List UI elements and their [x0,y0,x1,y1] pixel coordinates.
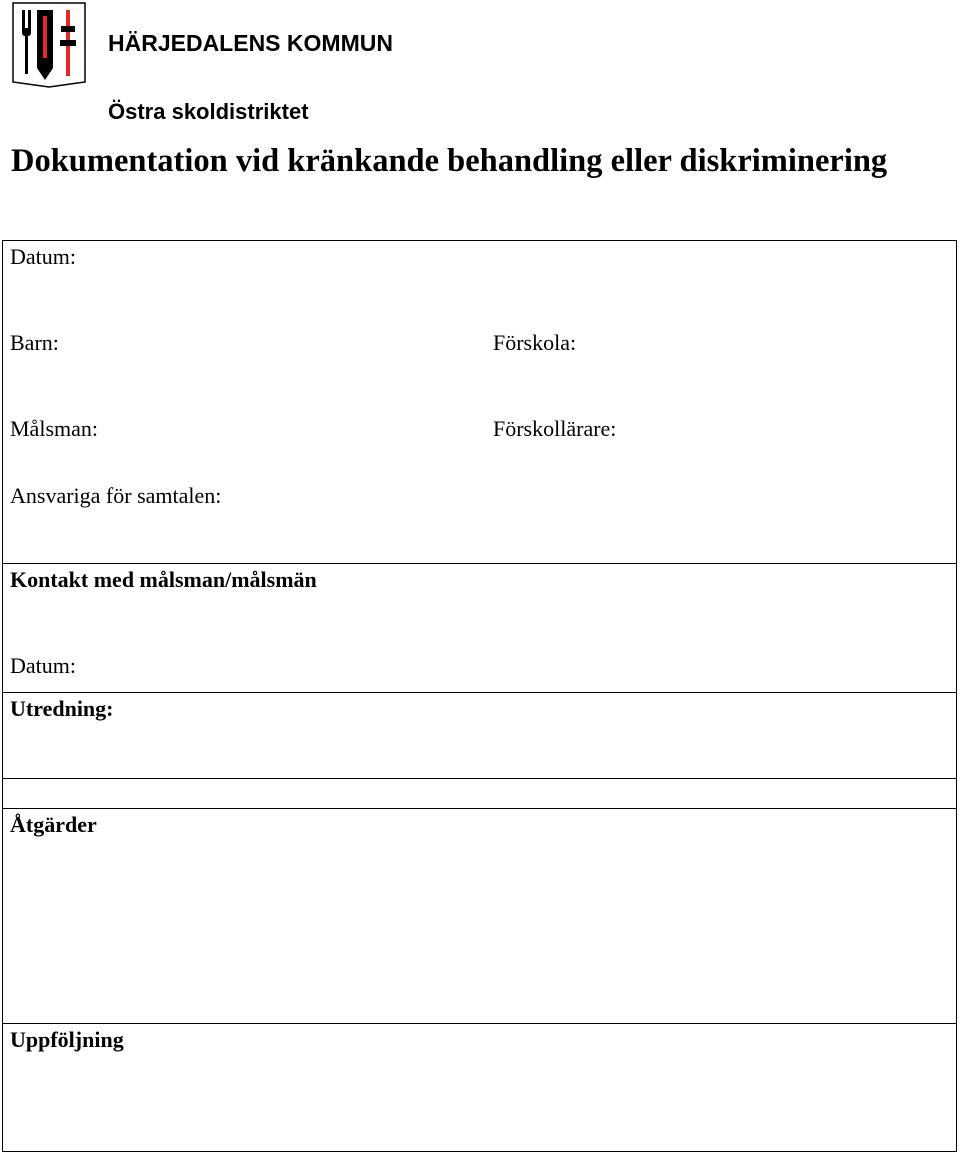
section-divider [2,692,957,693]
section-divider [2,563,957,564]
measures-heading: Åtgärder [10,812,97,837]
form-box [2,240,957,1152]
contact-date-field-label: Datum: [10,653,76,678]
guardian-field-label: Målsman: [10,416,98,441]
document-title: Dokumentation vid kränkande behandling eller diskriminering [11,143,888,179]
investigation-heading: Utredning: [10,696,114,721]
section-divider [2,778,957,779]
district-name: Östra skoldistriktet [108,99,309,124]
followup-heading: Uppföljning [10,1027,124,1052]
section-divider [2,808,957,809]
date-field-label: Datum: [10,244,76,269]
section-divider [2,1023,957,1024]
child-field-label: Barn: [10,330,59,355]
preschool-field-label: Förskola: [493,330,577,355]
responsible-field-label: Ansvariga för samtalen: [10,483,222,508]
red-stripe [43,16,47,58]
contact-heading: Kontakt med målsman/målsmän [10,567,317,592]
organization-name: HÄRJEDALENS KOMMUN [108,30,393,56]
coat-of-arms-logo [11,2,87,88]
preschool-teacher-field-label: Förskollärare: [493,416,617,441]
